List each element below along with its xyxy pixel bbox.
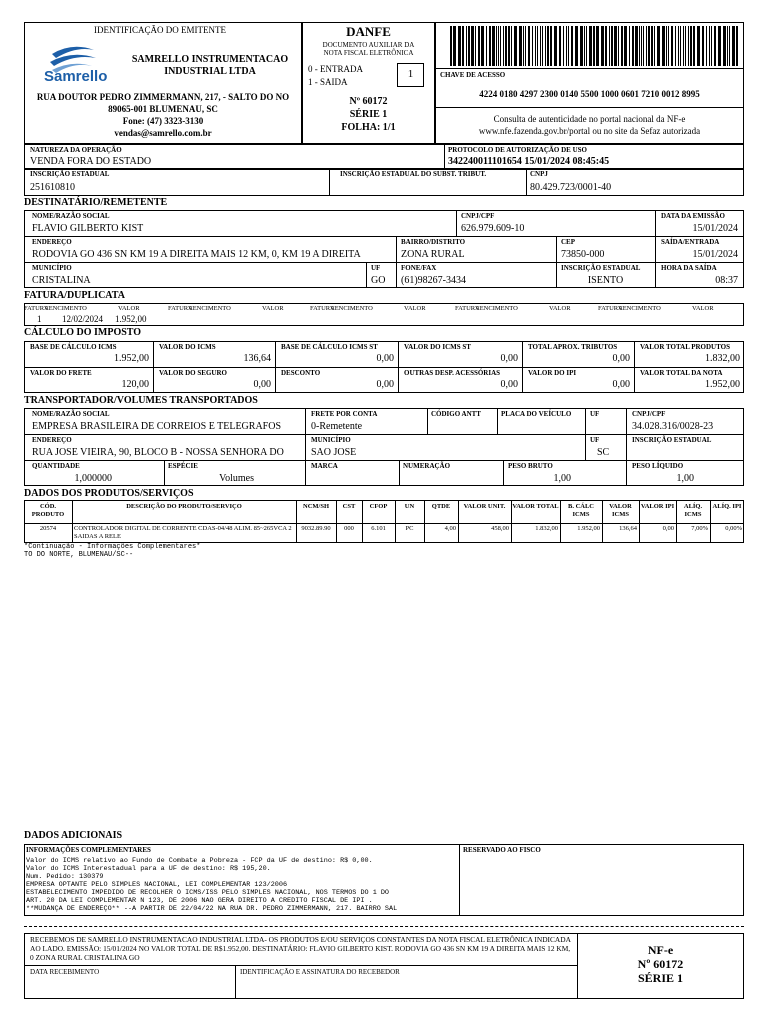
- produto-header: ALÍQ. ICMS: [683, 503, 703, 518]
- dest-ie-label: INSCRIÇÃO ESTADUAL: [561, 264, 641, 272]
- transp-municipio: SAO JOSE: [311, 447, 357, 458]
- imposto-value: 136,64: [243, 353, 271, 364]
- info-line: ART. 20 DA LEI COMPLEMENTAR N 123, DE 2006 NAO GERA DIREITO A CREDITO FISCAL DE IPI .: [26, 897, 373, 905]
- dest-cep: 73850-000: [561, 249, 605, 260]
- imposto-value: 120,00: [121, 379, 149, 390]
- info-line: EMPRESA OPTANTE PELO SIMPLES NACIONAL, LEI COMPLEMENTAR 123/2006: [26, 881, 288, 889]
- dest-bairro: ZONA RURAL: [401, 249, 465, 260]
- transp-especie: Volumes: [219, 473, 254, 484]
- transp-liquido: 1,00: [676, 473, 694, 484]
- dest-ie: ISENTO: [587, 275, 624, 286]
- produto-cell: 0,00: [662, 525, 674, 532]
- dest-fone-label: FONE/FAX: [401, 264, 437, 272]
- imposto-label: BASE DE CÁLCULO ICMS: [30, 343, 117, 351]
- fatura-header-label: FATURA: [168, 305, 193, 312]
- imposto-value: 1.952,00: [705, 379, 740, 390]
- fatura-header-label: VALOR: [262, 305, 284, 312]
- ie-value: 251610810: [30, 182, 75, 193]
- danfe-saida: 1 - SAIDA: [308, 77, 348, 87]
- imposto-label: VALOR DO ICMS: [159, 343, 216, 351]
- produto-cell: 7,00%: [691, 525, 708, 532]
- dest-nome: FLAVIO GILBERTO KIST: [32, 223, 144, 234]
- transp-nome: EMPRESA BRASILEIRA DE CORREIOS E TELEGRAFOS: [32, 421, 282, 432]
- continuacao-1: *Continuação - Informações Complementares*: [24, 543, 201, 551]
- emitente-header: IDENTIFICAÇÃO DO EMITENTE: [94, 25, 226, 35]
- emitente-name-1: SAMRELLO INSTRUMENTACAO: [131, 54, 289, 65]
- continuacao-2: TO DO NORTE, BLUMENAU/SC--: [24, 551, 134, 559]
- samrello-logo: [42, 40, 108, 88]
- dest-saida: 15/01/2024: [692, 249, 738, 260]
- fatura-header-label: VENCIMENTO: [188, 305, 231, 312]
- dest-hora: 08:37: [715, 275, 738, 286]
- barcode: [450, 26, 740, 66]
- destinatario-section: DESTINATÁRIO/REMETENTE: [24, 197, 168, 208]
- ie-label: INSCRIÇÃO ESTADUAL: [30, 170, 110, 178]
- protocolo-value: 342240011101654 15/01/2024 08:45:45: [448, 156, 610, 167]
- transp-frete-label: FRETE POR CONTA: [311, 410, 378, 418]
- imposto-label: VALOR DO IPI: [528, 369, 577, 377]
- canhoto-text: RECEBEMOS DE SAMRELLO INSTRUMENTACAO INDUSTRIAL LTDA- OS PRODUTOS E/OU SERVIÇOS CONSTANTES DA NOTA FISCAL ELETRÔNICA INDICADA AO LADO. EMISSÃO: 15/01/2024 NO VALOR TOTAL DE R$1.952,00. DESTINATÁRIO: FLAVIO GILBERTO KIST. RODOVIA GO 436 SN KM 19 A DIREITA MAIS 12 KM, 0 ZONA RURAL CRISTALINA GO: [30, 935, 571, 962]
- transp-municipio-label: MUNICÍPIO: [311, 436, 351, 444]
- imposto-label: VALOR DO FRETE: [30, 369, 92, 377]
- emitente-name-2: INDUSTRIAL LTDA: [164, 66, 256, 77]
- fatura-header-label: FATURA: [455, 305, 480, 312]
- fatura-header-label: VENCIMENTO: [475, 305, 518, 312]
- dest-cnpj-label: CNPJ/CPF: [461, 212, 495, 220]
- transp-cnpj-label: CNPJ/CPF: [632, 410, 666, 418]
- transp-especie-label: ESPÉCIE: [168, 462, 198, 470]
- dest-emissao-label: DATA DA EMISSÃO: [661, 212, 725, 220]
- transportador-section: TRANSPORTADOR/VOLUMES TRANSPORTADOS: [24, 395, 258, 406]
- imposto-label: VALOR TOTAL PRODUTOS: [640, 343, 730, 351]
- produto-header: QTDE: [431, 503, 451, 510]
- dest-endereco-label: ENDEREÇO: [32, 238, 72, 246]
- imposto-value: 0,00: [500, 353, 518, 364]
- fatura-header-label: VALOR: [692, 305, 714, 312]
- fatura-header-label: FATURA: [598, 305, 623, 312]
- dest-municipio: CRISTALINA: [32, 275, 91, 286]
- imposto-value: 0,00: [500, 379, 518, 390]
- dest-saida-label: SAÍDA/ENTRADA: [661, 238, 720, 246]
- transp-marca-label: MARCA: [311, 462, 338, 470]
- dest-municipio-label: MUNICÍPIO: [32, 264, 72, 272]
- imposto-value: 1.952,00: [114, 353, 149, 364]
- dest-uf: GO: [371, 275, 386, 286]
- info-line: Num. Pedido: 130379: [26, 873, 104, 881]
- imposto-value: 0,00: [376, 353, 394, 364]
- produto-header: B. CÁLC ICMS: [567, 503, 594, 518]
- cut-line: [24, 926, 744, 927]
- dest-hora-label: HORA DA SAÍDA: [661, 264, 717, 272]
- danfe-subtitle-1: DOCUMENTO AUXILIAR DA: [322, 41, 415, 49]
- transp-numeracao-label: NUMERAÇÃO: [403, 462, 451, 470]
- assinatura-label: IDENTIFICAÇÃO E ASSINATURA DO RECEBEDOR: [240, 968, 400, 976]
- canhoto-numero: Nº 60172: [637, 957, 684, 971]
- protocolo-label: PROTOCOLO DE AUTORIZAÇÃO DE USO: [448, 146, 587, 154]
- produto-cell: 1.952,00: [577, 525, 600, 532]
- produto-header: CST: [342, 503, 356, 510]
- produto-cell: 6.101: [371, 525, 386, 532]
- produto-header: VALOR ICMS: [609, 503, 632, 518]
- emitente-address-2: 89065-001 BLUMENAU, SC: [108, 104, 218, 114]
- danfe-folha: FOLHA: 1/1: [341, 122, 396, 133]
- emitente-address-1: RUA DOUTOR PEDRO ZIMMERMANN, 217, - SALTO DO NO: [36, 92, 290, 102]
- imposto-label: OUTRAS DESP. ACESSÓRIAS: [404, 369, 501, 377]
- consulta-2: www.nfe.fazenda.gov.br/portal ou no site da Sefaz autorizada: [478, 126, 701, 136]
- dest-fone: (61)98267-3434: [401, 275, 466, 286]
- transp-nome-label: NOME/RAZÃO SOCIAL: [32, 410, 110, 418]
- produto-header: CÓD. PRODUTO: [31, 503, 65, 518]
- transp-bruto: 1,00: [553, 473, 571, 484]
- logo-text: Samrello: [44, 68, 108, 85]
- imposto-label: BASE DE CÁLCULO ICMS ST: [281, 343, 378, 351]
- chave-label: CHAVE DE ACESSO: [440, 71, 506, 79]
- produto-cell: 20574: [39, 525, 57, 532]
- fisco-label: RESERVADO AO FISCO: [463, 846, 541, 854]
- produto-header: DESCRIÇÃO DO PRODUTO/SERVIÇO: [126, 503, 242, 510]
- transp-endereco-label: ENDEREÇO: [32, 436, 72, 444]
- fatura-venc: 12/02/2024: [62, 314, 104, 324]
- transp-antt-label: CÓDIGO ANTT: [431, 410, 481, 418]
- transp-uf2: SC: [597, 447, 610, 458]
- produto-header: VALOR IPI: [640, 503, 675, 510]
- fatura-header-label: VALOR: [404, 305, 426, 312]
- imposto-label: VALOR DO SEGURO: [159, 369, 227, 377]
- produto-cell: 0,00%: [725, 525, 742, 532]
- imposto-label: VALOR TOTAL DA NOTA: [640, 369, 723, 377]
- transp-bruto-label: PESO BRUTO: [508, 462, 553, 470]
- transp-qtd: 1,000000: [74, 473, 112, 484]
- fatura-header-label: VENCIMENTO: [44, 305, 87, 312]
- produto-cell: CONTROLADOR DIGITAL DE CORRENTE CDAS-04/48 ALIM. 85~265VCA 2 SAIDAS A RELE: [74, 525, 292, 540]
- dest-cnpj: 626.979.609-10: [461, 223, 525, 234]
- imposto-value: 0,00: [253, 379, 271, 390]
- transp-uf2-label: UF: [590, 436, 600, 444]
- fatura-header-label: FATURA: [310, 305, 335, 312]
- fatura-header-label: FATURA: [24, 305, 49, 312]
- chave-value: 4224 0180 4297 2300 0140 5500 1000 0601 7210 0012 8995: [479, 89, 700, 99]
- danfe-entrada: 0 - ENTRADA: [308, 64, 363, 74]
- dest-cep-label: CEP: [561, 238, 575, 246]
- barcode-icon: [450, 26, 740, 66]
- data-recebimento-label: DATA RECEBIMENTO: [30, 968, 100, 976]
- natureza-label: NATUREZA DA OPERAÇÃO: [30, 146, 122, 154]
- produtos-section: DADOS DOS PRODUTOS/SERVIÇOS: [24, 488, 194, 499]
- danfe-tipo: 1: [407, 68, 414, 80]
- dest-uf-label: UF: [371, 264, 381, 272]
- cnpj-emit-value: 80.429.723/0001-40: [530, 182, 612, 193]
- dest-emissao: 15/01/2024: [692, 223, 738, 234]
- transp-frete: 0-Remetente: [311, 421, 363, 432]
- emitente-phone: Fone: (47) 3323-3130: [122, 116, 204, 126]
- danfe-title: DANFE: [346, 24, 391, 39]
- fatura-header-label: VENCIMENTO: [330, 305, 373, 312]
- info-line: ESTABELECIMENTO IMPEDIDO DE RECOLHER O ICMS/ISS PELO SIMPLES NACIONAL, NOS TERMOS DO 1 DO: [26, 889, 390, 897]
- adicionais-section: DADOS ADICIONAIS: [24, 830, 123, 841]
- cnpj-emit-label: CNPJ: [530, 170, 548, 178]
- danfe-subtitle-2: NOTA FISCAL ELETRÔNICA: [323, 49, 414, 57]
- fatura-header-label: VALOR: [549, 305, 571, 312]
- transp-ie-label: INSCRIÇÃO ESTADUAL: [632, 436, 712, 444]
- canhoto-nfe: NF-e: [647, 943, 674, 957]
- transp-uf1-label: UF: [590, 410, 600, 418]
- fatura-section: FATURA/DUPLICATA: [24, 290, 125, 301]
- transp-placa-label: PLACA DO VEÍCULO: [501, 410, 572, 418]
- dest-bairro-label: BAIRRO/DISTRITO: [401, 238, 466, 246]
- dest-nome-label: NOME/RAZÃO SOCIAL: [32, 212, 110, 220]
- produto-cell: 136,64: [619, 525, 637, 532]
- produto-header: CFOP: [369, 503, 388, 510]
- produto-header: VALOR UNIT.: [463, 503, 506, 510]
- transp-cnpj: 34.028.316/0028-23: [632, 421, 714, 432]
- dest-endereco: RODOVIA GO 436 SN KM 19 A DIREITA MAIS 12 KM, 0, KM 19 A DIREITA: [32, 249, 361, 260]
- danfe-serie: SÉRIE 1: [349, 109, 388, 120]
- info-line: Valor do ICMS Interestadual para a UF de destino: R$ 195,20.: [26, 865, 271, 873]
- info-line: **MUDANÇA DE ENDEREÇO** --A PARTIR DE 22/04/22 NA RUA DR. PEDRO ZIMMERMANN, 217. BAIRRO SAL: [26, 905, 398, 913]
- transp-qtd-label: QUANTIDADE: [32, 462, 80, 470]
- imposto-label: DESCONTO: [281, 369, 321, 377]
- imposto-label: VALOR DO ICMS ST: [404, 343, 471, 351]
- produto-cell: 458,00: [491, 525, 509, 532]
- fatura-header-label: VENCIMENTO: [618, 305, 661, 312]
- fatura-num: 1: [37, 314, 42, 324]
- produto-cell: 4,00: [444, 525, 456, 532]
- imposto-label: TOTAL APROX. TRIBUTOS: [528, 343, 618, 351]
- info-line: Valor do ICMS relativo ao Fundo de Combate a Pobreza - FCP da UF de destino: R$ 0,00.: [26, 857, 373, 865]
- produto-header: NCM/SH: [303, 503, 329, 510]
- imposto-value: 0,00: [376, 379, 394, 390]
- produto-header: UN: [404, 503, 415, 510]
- fatura-header-label: VALOR: [118, 305, 140, 312]
- emitente-email: vendas@samrello.com.br: [114, 128, 212, 138]
- canhoto-serie: SÉRIE 1: [637, 971, 684, 985]
- transp-liquido-label: PESO LÍQUIDO: [632, 462, 684, 470]
- danfe-numero: Nº 60172: [349, 96, 388, 107]
- transp-endereco: RUA JOSE VIEIRA, 90, BLOCO B - NOSSA SENHORA DO: [32, 447, 284, 458]
- imposto-section: CÁLCULO DO IMPOSTO: [24, 327, 142, 338]
- consulta-1: Consulta de autenticidade no portal nacional da NF-e: [493, 114, 686, 124]
- imposto-value: 1.832,00: [705, 353, 740, 364]
- produto-header: ALÍQ. IPI: [712, 503, 742, 510]
- imposto-value: 0,00: [612, 379, 630, 390]
- imposto-value: 0,00: [612, 353, 630, 364]
- produto-cell: 1.832,00: [535, 525, 558, 532]
- info-label: INFORMAÇÕES COMPLEMENTARES: [26, 846, 151, 854]
- produto-cell: 9032.89.90: [301, 525, 331, 532]
- produto-header: VALOR TOTAL: [512, 503, 559, 510]
- produto-cell: 000: [344, 525, 354, 532]
- produto-cell: PC: [405, 525, 414, 532]
- natureza-value: VENDA FORA DO ESTADO: [30, 156, 152, 167]
- fatura-valor: 1.952,00: [115, 314, 147, 324]
- ie-st-label: INSCRIÇÃO ESTADUAL DO SUBST. TRIBUT.: [340, 170, 487, 178]
